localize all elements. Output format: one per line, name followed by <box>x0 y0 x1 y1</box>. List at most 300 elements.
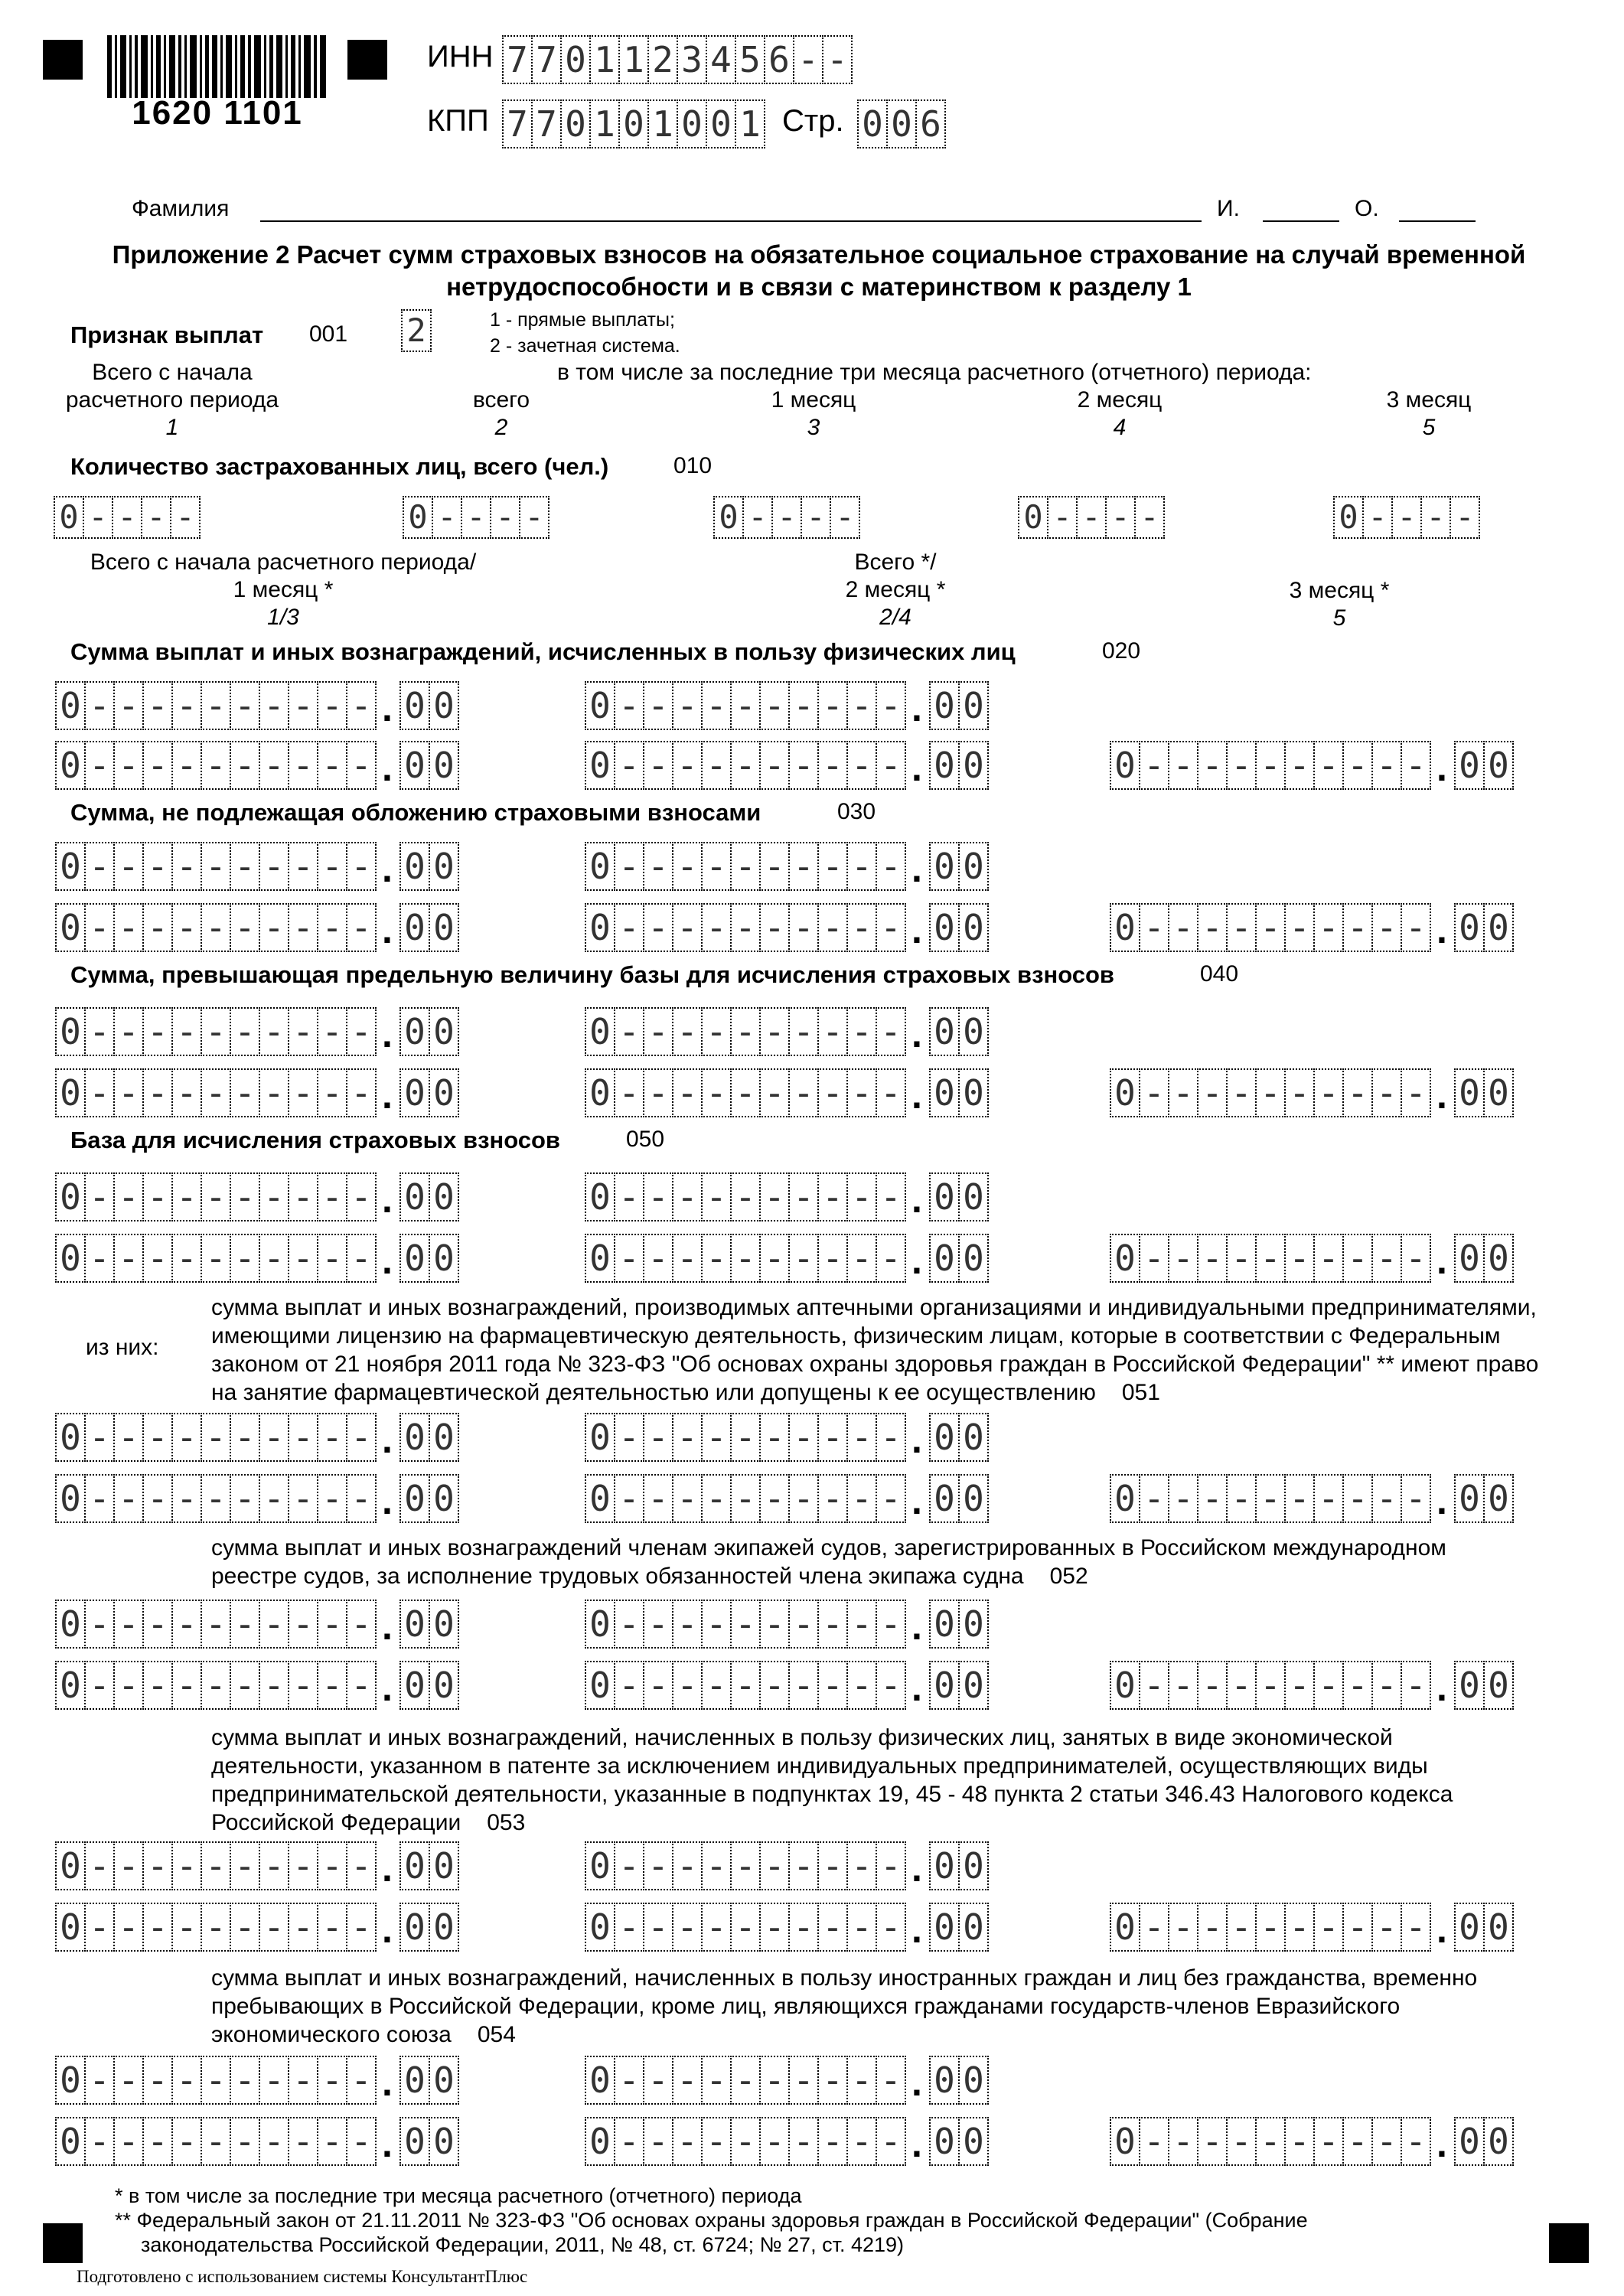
digit-cell: - <box>1255 1903 1286 1952</box>
digit-cell: 0 <box>929 1661 960 1710</box>
digit-cell: - <box>701 1007 732 1056</box>
decimal-point: . <box>911 1418 922 1461</box>
digit-cell: 0 <box>958 681 989 730</box>
surname-label: Фамилия <box>132 196 230 221</box>
digit-cell: 0 <box>958 1172 989 1221</box>
digit-cell: - <box>788 1661 819 1710</box>
digit-cell: - <box>346 1007 377 1056</box>
s050-total-1[interactable] <box>55 1172 458 1221</box>
digit-cell: - <box>643 842 673 891</box>
s051-month-1[interactable] <box>55 1474 458 1523</box>
digit-cell: - <box>1197 741 1228 790</box>
kpp-field[interactable] <box>502 99 764 148</box>
col-last3-header: в том числе за последние три месяца расчетного (отчетного) периода: <box>557 360 1312 385</box>
digit-cell: - <box>346 903 377 952</box>
digit-cell: - <box>113 2117 144 2166</box>
s053-total-2[interactable] <box>585 1841 987 1890</box>
s030-month-1[interactable] <box>55 903 458 952</box>
col2-c-line1: 3 месяц * <box>1289 578 1390 603</box>
s040-label: Сумма, превышающая предельную величину базы для исчисления страховых взносов <box>70 961 1114 988</box>
digit-cell: - <box>701 1661 732 1710</box>
s030-month-2[interactable] <box>585 903 987 952</box>
decimal-point: . <box>1436 1239 1447 1282</box>
payment-sign-option-1: 1 - прямые выплаты; <box>490 309 675 331</box>
inn-field[interactable] <box>502 35 851 84</box>
digit-cell: - <box>288 1007 318 1056</box>
digit-cell: 7 <box>502 35 533 84</box>
insured-col-1[interactable] <box>54 496 199 545</box>
digit-cell: - <box>817 1474 848 1523</box>
digit-cell: - <box>672 1172 703 1221</box>
decimal-point: . <box>911 1847 922 1890</box>
digit-cell: - <box>817 1172 848 1221</box>
digit-cell: - <box>113 1234 144 1283</box>
s053-month-2[interactable] <box>585 1903 987 1952</box>
s020-month-2[interactable] <box>585 741 987 790</box>
digit-cell: - <box>288 2056 318 2105</box>
col2-a-line2: 1 месяц * <box>233 577 334 602</box>
digit-cell: - <box>1342 741 1373 790</box>
digit-cell: - <box>113 681 144 730</box>
s054-month-2[interactable] <box>585 2117 987 2166</box>
digit-cell: 0 <box>929 1234 960 1283</box>
digit-cell: - <box>759 741 790 790</box>
digit-cell: - <box>614 1007 644 1056</box>
s052-total-1[interactable] <box>55 1600 458 1649</box>
digit-cell: - <box>288 1600 318 1649</box>
decimal-point: . <box>382 1013 393 1055</box>
digit-cell: - <box>1139 1474 1169 1523</box>
digit-cell: 0 <box>429 1007 459 1056</box>
s030-total-2[interactable] <box>585 842 987 891</box>
digit-cell: - <box>1139 1234 1169 1283</box>
digit-cell: - <box>171 2117 202 2166</box>
col-total-line2: расчетного периода <box>65 387 279 413</box>
digit-cell: - <box>317 1661 347 1710</box>
digit-cell: 0 <box>55 2056 86 2105</box>
digit-cell: - <box>830 496 860 539</box>
decimal-point: . <box>911 1605 922 1648</box>
digit-cell: - <box>201 1068 231 1117</box>
s051-total-2[interactable] <box>585 1413 987 1462</box>
s051-text <box>211 1293 1538 1407</box>
digit-cell: 1 <box>589 35 620 84</box>
decimal-point: . <box>382 687 393 729</box>
digit-cell: - <box>84 2056 115 2105</box>
digit-cell: - <box>1371 2117 1402 2166</box>
digit-cell: 0 <box>1110 903 1140 952</box>
digit-cell: - <box>259 681 289 730</box>
digit-cell: - <box>171 1007 202 1056</box>
digit-cell: - <box>1197 2117 1228 2166</box>
digit-cell: - <box>1284 1234 1315 1283</box>
digit-cell: - <box>701 1474 732 1523</box>
digit-cell: - <box>171 1841 202 1890</box>
digit-cell: - <box>1313 2117 1344 2166</box>
digit-cell: - <box>1168 1068 1198 1117</box>
digit-cell: - <box>288 681 318 730</box>
insured-col-4[interactable] <box>1018 496 1163 545</box>
digit-cell: - <box>346 1903 377 1952</box>
page-number-field[interactable] <box>857 99 944 148</box>
digit-cell: - <box>1168 741 1198 790</box>
digit-cell: - <box>171 741 202 790</box>
digit-cell: - <box>1197 1661 1228 1710</box>
digit-cell: - <box>288 1234 318 1283</box>
digit-cell: 0 <box>403 496 433 539</box>
digit-cell: - <box>346 1600 377 1649</box>
digit-cell: - <box>1168 1474 1198 1523</box>
digit-cell: - <box>230 741 260 790</box>
digit-cell: - <box>643 1413 673 1462</box>
digit-cell: - <box>113 1661 144 1710</box>
s053-code: 053 <box>487 1810 526 1835</box>
digit-cell: - <box>614 1474 644 1523</box>
digit-cell: - <box>788 1474 819 1523</box>
digit-cell: 0 <box>429 1068 459 1117</box>
digit-cell: 0 <box>958 903 989 952</box>
digit-cell: - <box>788 1068 819 1117</box>
digit-cell: - <box>759 1903 790 1952</box>
digit-cell: - <box>672 903 703 952</box>
s050-month-3[interactable] <box>1110 1234 1512 1283</box>
decimal-point: . <box>382 1666 393 1709</box>
digit-cell: 0 <box>55 1007 86 1056</box>
digit-cell: - <box>846 903 877 952</box>
digit-cell: - <box>171 1172 202 1221</box>
s052-month-1[interactable] <box>55 1661 458 1710</box>
digit-cell: - <box>876 1413 906 1462</box>
initial-i-field[interactable] <box>1263 220 1339 222</box>
digit-cell: - <box>643 1007 673 1056</box>
digit-cell: - <box>1226 2117 1257 2166</box>
digit-cell: - <box>643 2117 673 2166</box>
digit-cell: - <box>614 1600 644 1649</box>
decimal-point: . <box>1436 746 1447 789</box>
digit-cell: - <box>1284 741 1315 790</box>
digit-cell: 0 <box>55 1172 86 1221</box>
digit-cell: - <box>113 2056 144 2105</box>
s020-month-1[interactable] <box>55 741 458 790</box>
digit-cell: - <box>171 1413 202 1462</box>
s040-month-3[interactable] <box>1110 1068 1512 1117</box>
decimal-point: . <box>382 1239 393 1282</box>
s051-month-3[interactable] <box>1110 1474 1512 1523</box>
digit-cell: - <box>142 842 173 891</box>
digit-cell: - <box>817 1413 848 1462</box>
digit-cell: - <box>288 1172 318 1221</box>
col-number-4: 4 <box>1113 415 1127 440</box>
corner-marker-top-right <box>347 40 387 80</box>
digit-cell: - <box>1255 1661 1286 1710</box>
decimal-point: . <box>382 908 393 951</box>
insured-col-2[interactable] <box>403 496 548 545</box>
s054-total-1[interactable] <box>55 2056 458 2105</box>
digit-cell: - <box>1047 496 1078 539</box>
digit-cell: 0 <box>399 681 430 730</box>
col-3-header <box>741 387 886 441</box>
digit-cell: 0 <box>1018 496 1048 539</box>
digit-cell: - <box>614 1234 644 1283</box>
s020-label: Сумма выплат и иных вознаграждений, исчисленных в пользу физических лиц <box>70 638 1016 665</box>
digit-cell: - <box>317 2117 347 2166</box>
digit-cell: - <box>171 842 202 891</box>
insured-col-3[interactable] <box>713 496 859 545</box>
digit-cell: - <box>672 1661 703 1710</box>
digit-cell: - <box>1284 1661 1315 1710</box>
digit-cell: - <box>730 741 761 790</box>
digit-cell: 0 <box>958 2056 989 2105</box>
digit-cell: - <box>259 842 289 891</box>
s054-month-1[interactable] <box>55 2117 458 2166</box>
digit-cell: - <box>672 1068 703 1117</box>
corner-marker-top-left <box>43 40 83 80</box>
digit-cell: - <box>1284 1903 1315 1952</box>
digit-cell: - <box>288 1413 318 1462</box>
digit-cell: - <box>730 1234 761 1283</box>
s030-total-1[interactable] <box>55 842 458 891</box>
s030-code: 030 <box>837 799 876 824</box>
s030-month-3[interactable] <box>1110 903 1512 952</box>
digit-cell: 0 <box>429 1172 459 1221</box>
col-number-5: 5 <box>1422 415 1436 440</box>
s050-month-1[interactable] <box>55 1234 458 1283</box>
digit-cell: - <box>1197 1234 1228 1283</box>
digit-cell: 4 <box>706 35 736 84</box>
digit-cell: - <box>788 1172 819 1221</box>
digit-cell: 0 <box>399 2117 430 2166</box>
decimal-point: . <box>911 1178 922 1221</box>
digit-cell: - <box>1139 903 1169 952</box>
digit-cell: - <box>201 1172 231 1221</box>
digit-cell: - <box>846 1903 877 1952</box>
digit-cell: 0 <box>560 99 591 148</box>
s051-month-2[interactable] <box>585 1474 987 1523</box>
col-2-label: всего <box>472 387 530 413</box>
digit-cell: - <box>788 903 819 952</box>
s054-total-2[interactable] <box>585 2056 987 2105</box>
digit-cell: 0 <box>958 2117 989 2166</box>
s040-total-1[interactable] <box>55 1007 458 1056</box>
decimal-point: . <box>382 2122 393 2165</box>
barcode-number: 1620 1101 <box>106 98 329 129</box>
decimal-point: . <box>911 1013 922 1055</box>
digit-cell: - <box>171 2056 202 2105</box>
digit-cell: 0 <box>929 2056 960 2105</box>
surname-field[interactable] <box>260 220 1202 222</box>
digit-cell: - <box>346 681 377 730</box>
s050-label: База для исчисления страховых взносов <box>70 1127 560 1153</box>
digit-cell: - <box>759 2117 790 2166</box>
digit-cell: - <box>84 1068 115 1117</box>
digit-cell: 0 <box>399 1661 430 1710</box>
digit-cell: - <box>846 1172 877 1221</box>
digit-cell: - <box>701 1413 732 1462</box>
digit-cell: - <box>876 1600 906 1649</box>
digit-cell: - <box>1284 903 1315 952</box>
digit-cell: 7 <box>531 99 562 148</box>
digit-cell: - <box>230 903 260 952</box>
digit-cell: 0 <box>1483 741 1514 790</box>
s040-month-1[interactable] <box>55 1068 458 1117</box>
digit-cell: 0 <box>399 1474 430 1523</box>
decimal-point: . <box>1436 1908 1447 1951</box>
s054-month-3[interactable] <box>1110 2117 1512 2166</box>
decimal-point: . <box>911 1479 922 1522</box>
digit-cell: 0 <box>585 681 615 730</box>
s052-month-3[interactable] <box>1110 1661 1512 1710</box>
digit-cell: - <box>230 1841 260 1890</box>
digit-cell: 0 <box>399 842 430 891</box>
digit-cell: - <box>730 2117 761 2166</box>
digit-cell: - <box>142 1172 173 1221</box>
digit-cell: - <box>846 1413 877 1462</box>
digit-cell: - <box>1168 1234 1198 1283</box>
s053-month-3[interactable] <box>1110 1903 1512 1952</box>
digit-cell: - <box>742 496 773 539</box>
digit-cell: - <box>730 1474 761 1523</box>
digit-cell: 0 <box>1483 1068 1514 1117</box>
digit-cell: - <box>142 681 173 730</box>
digit-cell: - <box>614 1661 644 1710</box>
digit-cell: 0 <box>929 2117 960 2166</box>
digit-cell: 0 <box>429 2117 459 2166</box>
digit-cell: - <box>730 1007 761 1056</box>
insured-col-5[interactable] <box>1333 496 1479 545</box>
digit-cell: - <box>142 1600 173 1649</box>
digit-cell: 0 <box>1483 1474 1514 1523</box>
digit-cell: 0 <box>958 1234 989 1283</box>
digit-cell: 0 <box>585 1172 615 1221</box>
s054-line1: сумма выплат и иных вознаграждений, начисленных в пользу иностранных граждан и лиц без гражданства, временно <box>211 1965 1478 1991</box>
digit-cell: 0 <box>958 1903 989 1952</box>
digit-cell: - <box>1401 1474 1431 1523</box>
digit-cell: - <box>201 1661 231 1710</box>
barcode <box>106 35 329 132</box>
decimal-point: . <box>1436 1666 1447 1709</box>
digit-cell: - <box>759 1841 790 1890</box>
digit-cell: - <box>259 903 289 952</box>
decimal-point: . <box>911 2122 922 2165</box>
digit-cell: - <box>876 1903 906 1952</box>
digit-cell: 0 <box>54 496 84 539</box>
digit-cell: - <box>1197 1068 1228 1117</box>
digit-cell: 0 <box>677 99 707 148</box>
digit-cell: - <box>259 2056 289 2105</box>
s052-month-2[interactable] <box>585 1661 987 1710</box>
digit-cell: 0 <box>585 1234 615 1283</box>
digit-cell: 0 <box>55 1903 86 1952</box>
digit-cell: 0 <box>958 1600 989 1649</box>
digit-cell: - <box>1313 1234 1344 1283</box>
digit-cell: - <box>759 1413 790 1462</box>
digit-cell: - <box>1401 1068 1431 1117</box>
digit-cell: - <box>801 496 831 539</box>
digit-cell: - <box>846 1841 877 1890</box>
digit-cell: - <box>643 681 673 730</box>
digit-cell: - <box>1342 1068 1373 1117</box>
digit-cell: - <box>643 1172 673 1221</box>
digit-cell: - <box>672 1841 703 1890</box>
digit-cell: 0 <box>399 2056 430 2105</box>
digit-cell: 0 <box>429 842 459 891</box>
digit-cell: 7 <box>531 35 562 84</box>
digit-cell: - <box>1284 2117 1315 2166</box>
digit-cell: - <box>259 1474 289 1523</box>
digit-cell: - <box>701 681 732 730</box>
digit-cell: - <box>876 1841 906 1890</box>
col2-b-header <box>765 550 1026 631</box>
decimal-point: . <box>911 746 922 789</box>
decimal-point: . <box>382 1418 393 1461</box>
digit-cell: - <box>113 1172 144 1221</box>
digit-cell: - <box>259 1413 289 1462</box>
digit-cell: - <box>672 1234 703 1283</box>
digit-cell: - <box>346 1474 377 1523</box>
s051-total-1[interactable] <box>55 1413 458 1462</box>
digit-cell: - <box>643 1841 673 1890</box>
digit-cell: 0 <box>429 741 459 790</box>
digit-cell: - <box>141 496 171 539</box>
digit-cell: 0 <box>55 1474 86 1523</box>
digit-cell: - <box>288 1903 318 1952</box>
insured-label: Количество застрахованных лиц, всего (чел.) <box>70 453 609 480</box>
s052-total-2[interactable] <box>585 1600 987 1649</box>
col-4-label: 2 месяц <box>1077 387 1163 413</box>
digit-cell: - <box>113 1474 144 1523</box>
digit-cell: - <box>1226 1068 1257 1117</box>
s053-total-1[interactable] <box>55 1841 458 1890</box>
digit-cell: - <box>846 741 877 790</box>
digit-cell: - <box>1401 741 1431 790</box>
digit-cell: - <box>846 1007 877 1056</box>
s020-total-1[interactable] <box>55 681 458 730</box>
payment-sign-field[interactable] <box>401 309 430 358</box>
initial-o-field[interactable] <box>1399 220 1476 222</box>
digit-cell: 0 <box>55 1413 86 1462</box>
digit-cell: - <box>288 1841 318 1890</box>
insured-code: 010 <box>673 453 713 478</box>
digit-cell: - <box>113 1600 144 1649</box>
digit-cell: - <box>317 1007 347 1056</box>
digit-cell: - <box>1139 2117 1169 2166</box>
digit-cell: - <box>788 1413 819 1462</box>
s040-month-2[interactable] <box>585 1068 987 1117</box>
digit-cell: - <box>288 741 318 790</box>
s040-total-2[interactable] <box>585 1007 987 1056</box>
digit-cell: - <box>1139 1661 1169 1710</box>
digit-cell: - <box>730 1068 761 1117</box>
digit-cell: - <box>317 1234 347 1283</box>
digit-cell: - <box>730 1600 761 1649</box>
digit-cell: 1 <box>647 99 678 148</box>
s020-month-3[interactable] <box>1110 741 1512 790</box>
page-title: Приложение 2 Расчет сумм страховых взносов на обязательное социальное страхование на случай временной нетрудоспособности и в связи с материнством к разделу 1 <box>112 240 1526 301</box>
decimal-point: . <box>382 1074 393 1117</box>
s020-total-2[interactable] <box>585 681 987 730</box>
s053-month-1[interactable] <box>55 1903 458 1952</box>
s052-line2 <box>211 1562 1446 1590</box>
digit-cell: 0 <box>1333 496 1364 539</box>
digit-cell: - <box>788 1007 819 1056</box>
digit-cell: 0 <box>1110 2117 1140 2166</box>
digit-cell: - <box>817 1007 848 1056</box>
col-2-header <box>429 387 574 441</box>
digit-cell: - <box>846 1234 877 1283</box>
s050-total-2[interactable] <box>585 1172 987 1221</box>
digit-cell: - <box>1197 903 1228 952</box>
s050-month-2[interactable] <box>585 1234 987 1283</box>
